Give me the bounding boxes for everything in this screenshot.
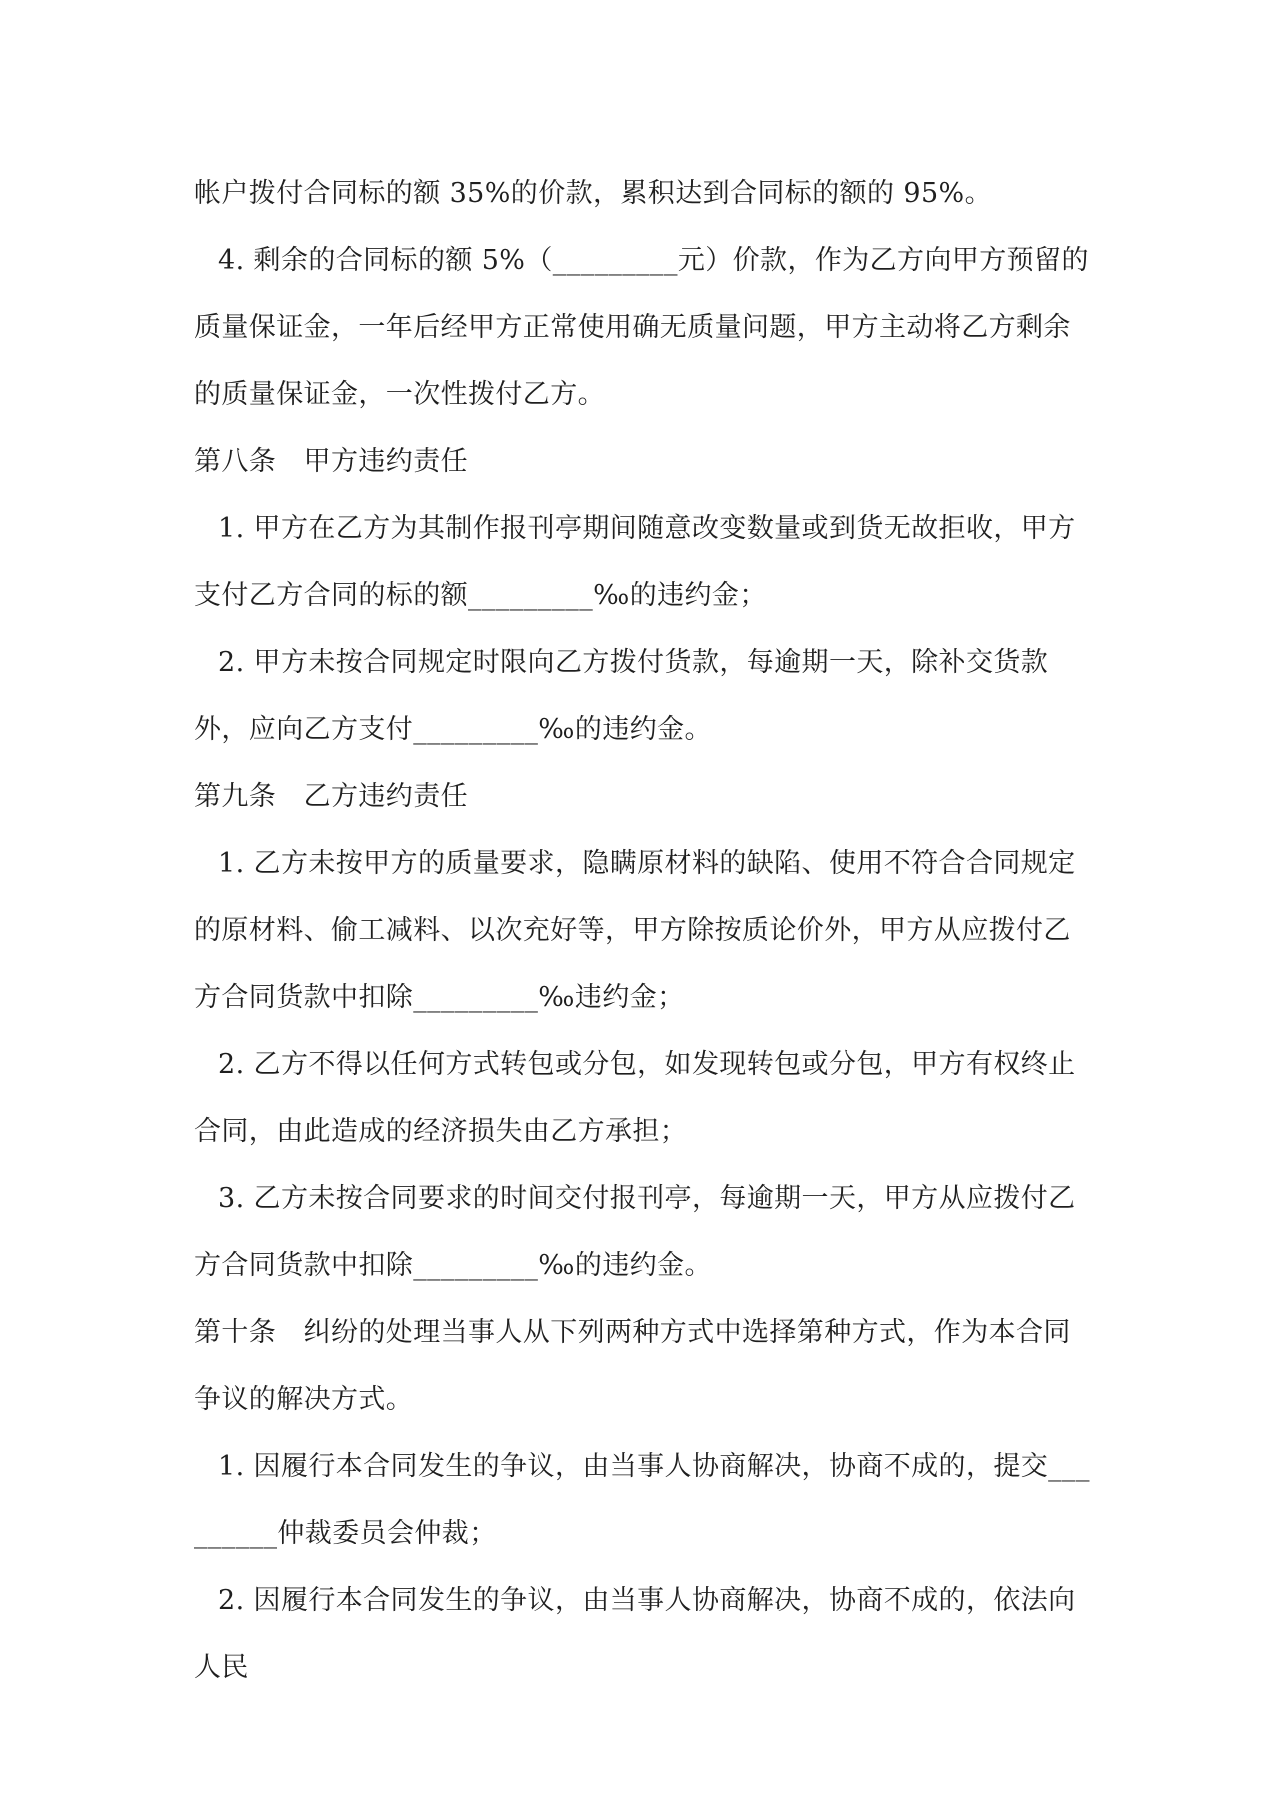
article-10-clause-2: 2. 因履行本合同发生的争议，由当事人协商解决，协商不成的，依法向人民: [194, 1585, 1076, 1683]
article-9-clause-2: 2. 乙方不得以任何方式转包或分包，如发现转包或分包，甲方有权终止合同，由此造成的经济损失由乙方承担；: [194, 1049, 1076, 1147]
article-9-heading: 第九条 乙方违约责任: [194, 781, 468, 812]
article-8-heading: 第八条 甲方违约责任: [194, 446, 468, 477]
paragraph-quality-deposit: 4. 剩余的合同标的额 5%（_________元）价款，作为乙方向甲方预留的质量保证金，一年后经甲方正常使用确无质量问题，甲方主动将乙方剩余的质量保证金，一次性拨付乙方。: [194, 245, 1089, 410]
article-9-clause-1: 1. 乙方未按甲方的质量要求，隐瞒原材料的缺陷、使用不符合合同规定的原材料、偷工减料、以次充好等，甲方除按质论价外，甲方从应拨付乙方合同货款中扣除_________‰违约金；: [194, 848, 1076, 1013]
article-8-clause-1: 1. 甲方在乙方为其制作报刊亭期间随意改变数量或到货无故拒收，甲方支付乙方合同的标的额_________‰的违约金；: [194, 513, 1076, 611]
article-9-clause-3: 3. 乙方未按合同要求的时间交付报刊亭，每逾期一天，甲方从应拨付乙方合同货款中扣除_________‰的违约金。: [194, 1183, 1076, 1281]
article-10-clause-1: 1. 因履行本合同发生的争议，由当事人协商解决，协商不成的，提交_________仲裁委员会仲裁；: [194, 1451, 1090, 1549]
paragraph-payment-95: 帐户拨付合同标的额 35%的价款，累积达到合同标的额的 95%。: [194, 178, 992, 209]
article-8-clause-2: 2. 甲方未按合同规定时限向乙方拨付货款，每逾期一天，除补交货款外，应向乙方支付_________‰的违约金。: [194, 647, 1049, 745]
document-body: [194, 160, 1094, 1701]
article-10-heading: 第十条 纠纷的处理当事人从下列两种方式中选择第种方式，作为本合同争议的解决方式。: [194, 1317, 1071, 1415]
